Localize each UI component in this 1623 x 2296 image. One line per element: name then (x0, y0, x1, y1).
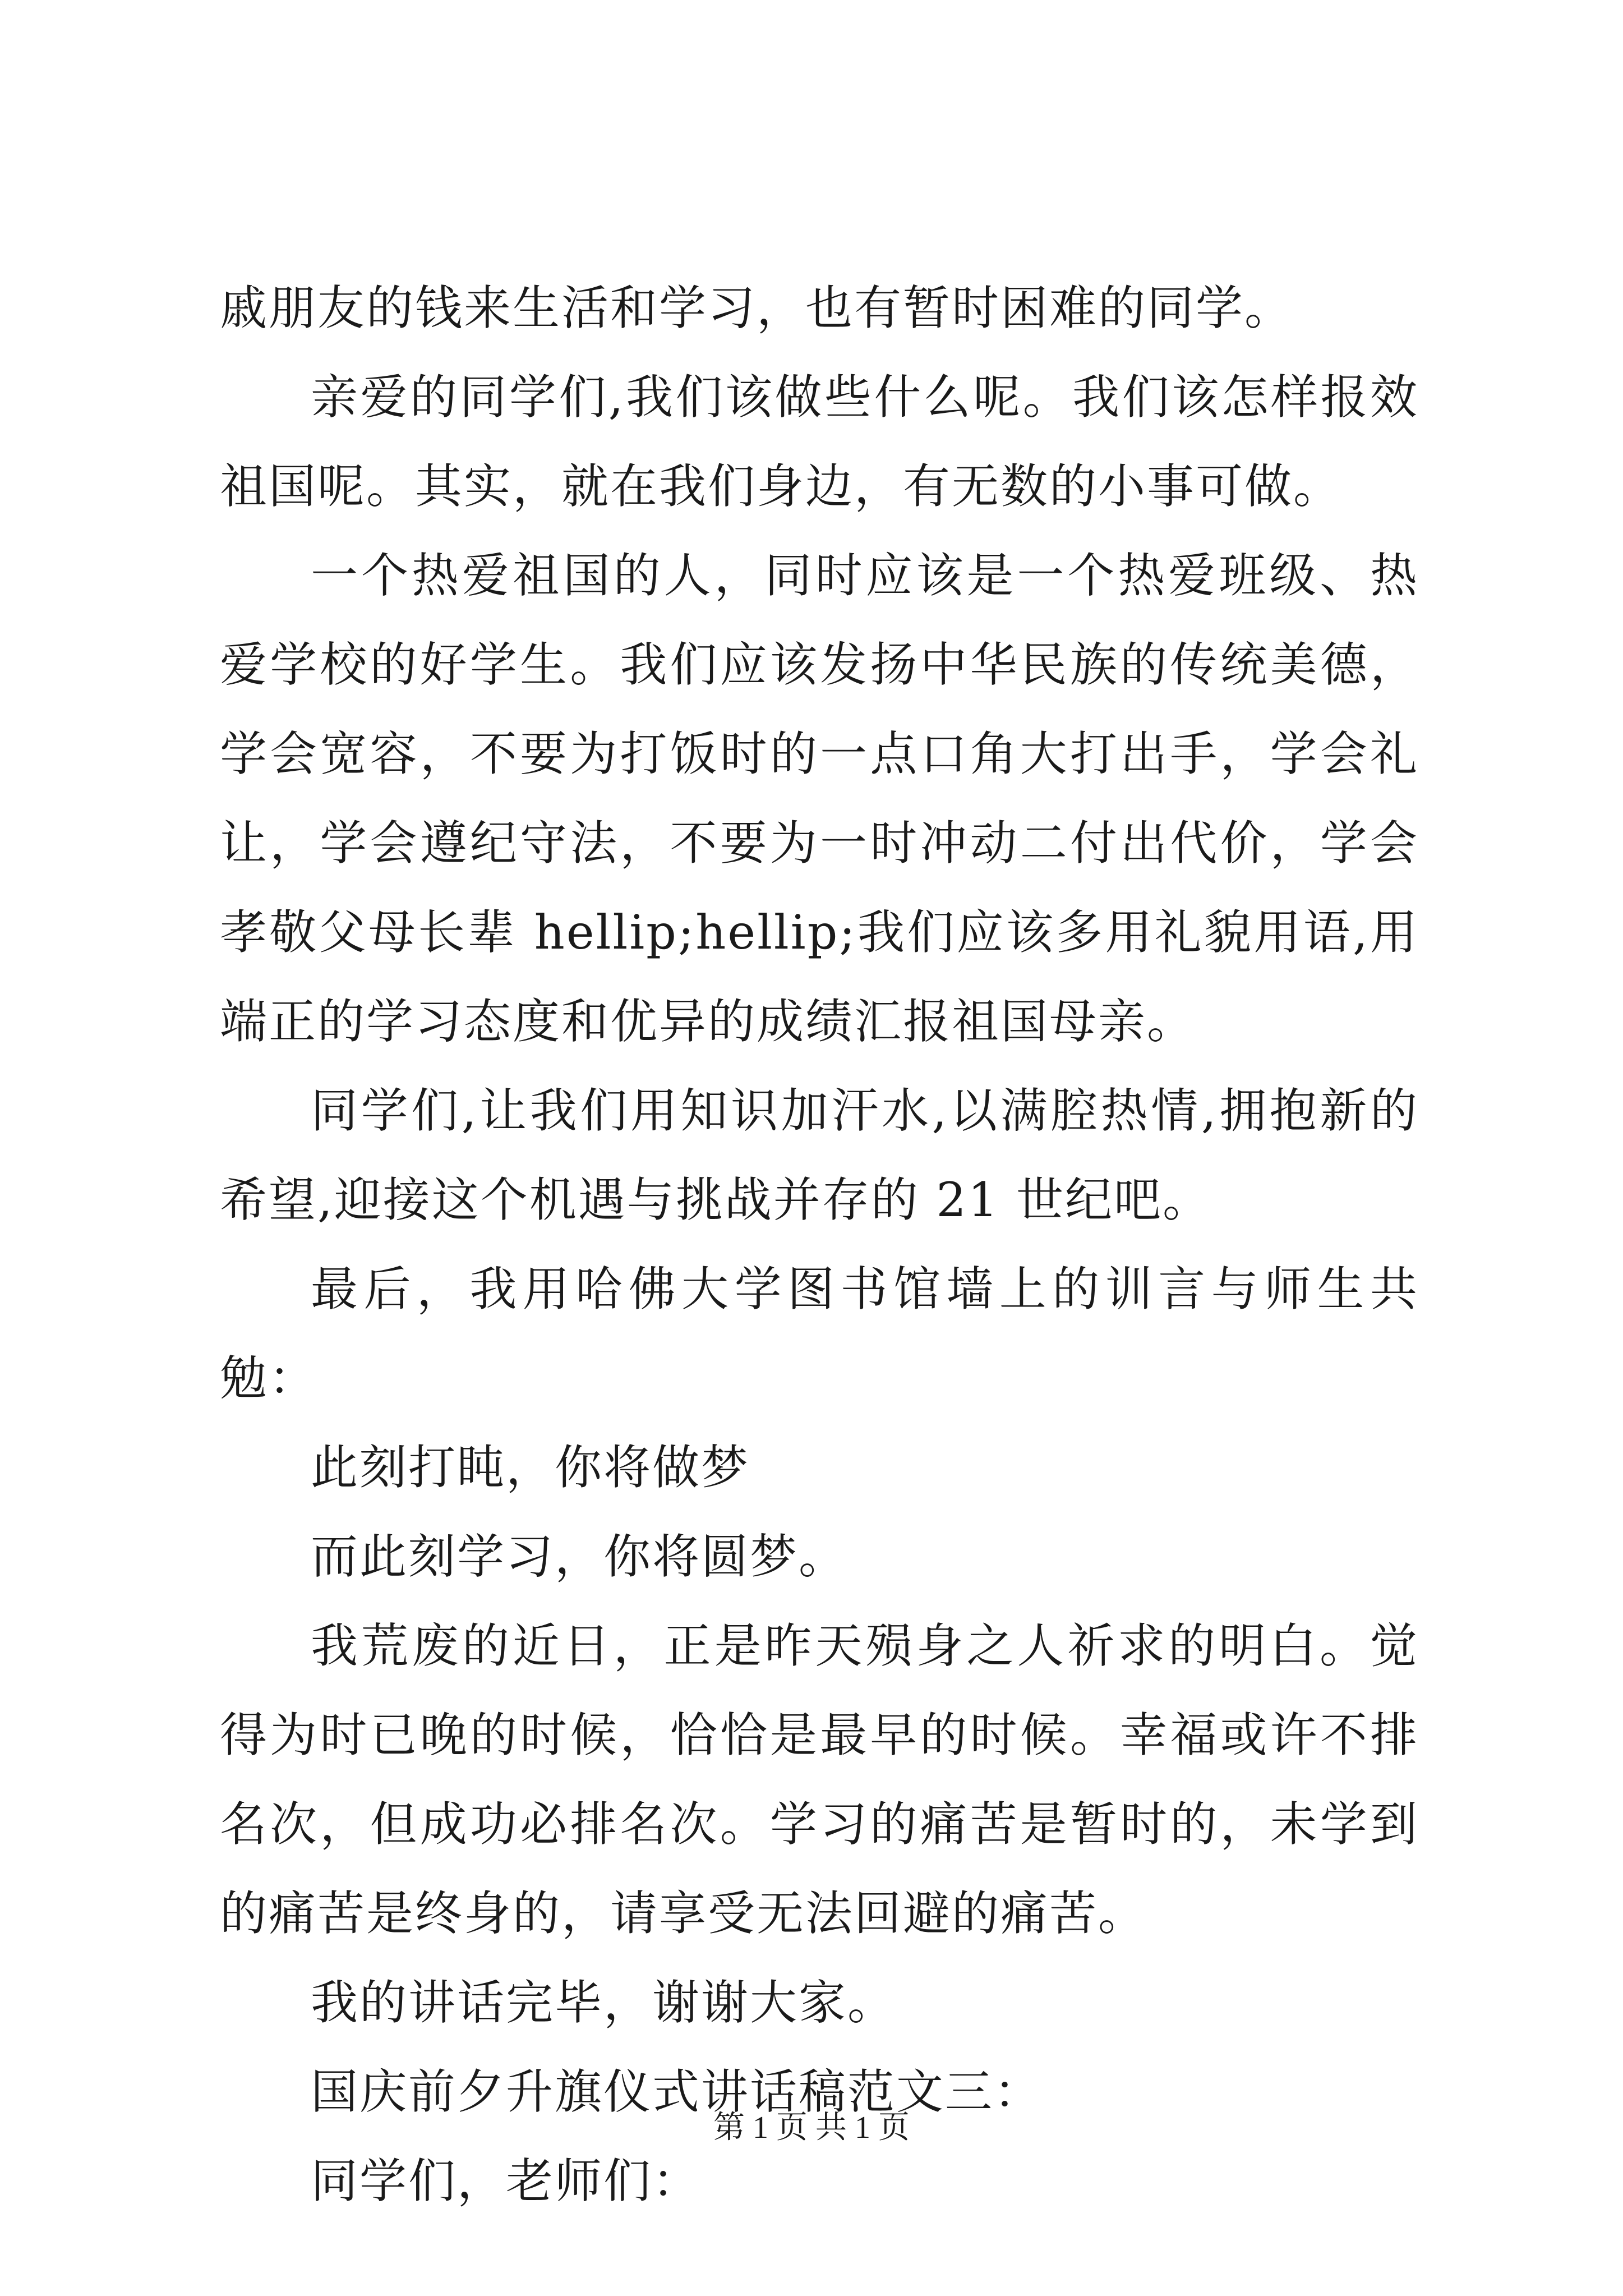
paragraph-call-to-action: 同学们,让我们用知识加汗水,以满腔热情,拥抱新的希望,迎接这个机遇与挑战并存的 21 世纪吧。 (220, 1083, 1419, 1227)
paragraph-closing-intro: 最后，我用哈佛大学图书馆墙上的训言与师生共勉： (220, 1262, 1419, 1406)
paragraph-motto: 我荒废的近日，正是昨天殒身之人祈求的明白。觉得为时已晚的时候，恰恰是最早的时候。幸福或许不排名次，但成功必排名次。学习的痛苦是暂时的，未学到的痛苦是终身的，请享受无法回避的痛苦。 (220, 1618, 1419, 1941)
section-heading: 国庆前夕升旗仪式讲话稿范文三： (311, 2064, 1043, 2119)
quote-line-1: 此刻打盹，你将做梦 (311, 1440, 750, 1495)
quote-line-2: 而此刻学习，你将圆梦。 (311, 1529, 848, 1584)
page-footer (0, 2108, 1623, 2147)
salutation: 同学们，老师们： (311, 2154, 702, 2208)
paragraph-continuation: 戚朋友的钱来生活和学习，也有暂时困难的同学。 (220, 280, 1294, 335)
paragraph-thanks: 我的讲话完毕，谢谢大家。 (311, 1975, 897, 2030)
document-body (220, 264, 1419, 2226)
page-number-label: 第 1 页 共 1 页 (713, 2110, 910, 2145)
paragraph-patriotism: 一个热爱祖国的人，同时应该是一个热爱班级、热爱学校的好学生。我们应该发扬中华民族的传统美德，学会宽容，不要为打饭时的一点口角大打出手，学会礼让，学会遵纪守法，不要为一时冲动二付出代价，学会孝敬父母长辈 hellip;hellip;我们应该多用礼貌用语,用端正的学习态度和优异的成绩汇报祖国母亲。 (220, 548, 1419, 1049)
paragraph-question: 亲爱的同学们,我们该做些什么呢。我们该怎样报效祖国呢。其实，就在我们身边，有无数的小事可做。 (220, 370, 1419, 514)
